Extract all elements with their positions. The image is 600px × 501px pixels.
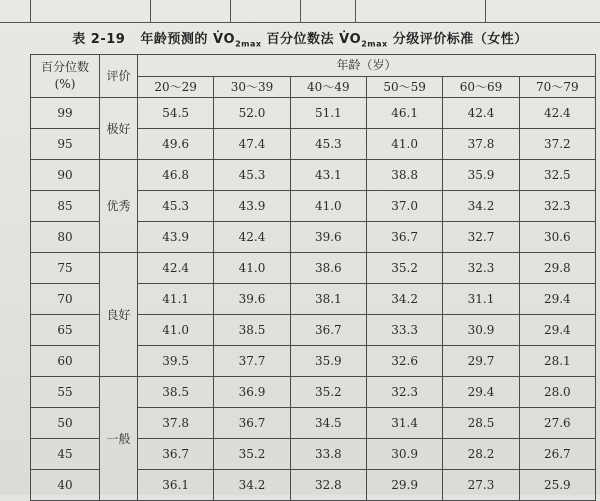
- percentile-cell: 90: [31, 160, 100, 191]
- value-cell: 45.3: [214, 160, 290, 191]
- value-cell: 28.2: [443, 439, 519, 470]
- value-cell: 41.0: [214, 253, 290, 284]
- value-cell: 45.3: [290, 129, 366, 160]
- caption-title-prefix: 年龄预测的 V̇O: [140, 32, 236, 47]
- evaluation-cell: 极好: [100, 98, 138, 160]
- percentile-header-line2: (%): [54, 77, 76, 91]
- value-cell: 36.1: [138, 470, 214, 501]
- value-cell: 42.4: [214, 222, 290, 253]
- value-cell: 36.7: [138, 439, 214, 470]
- value-cell: 39.6: [290, 222, 366, 253]
- table-rule: [355, 0, 356, 22]
- value-cell: 31.4: [366, 408, 442, 439]
- value-cell: 45.3: [138, 191, 214, 222]
- value-cell: 43.1: [290, 160, 366, 191]
- evaluation-cell: 一般: [100, 377, 138, 501]
- value-cell: 36.7: [366, 222, 442, 253]
- table-row: [31, 160, 596, 191]
- evaluation-header: 评价: [100, 55, 138, 98]
- value-cell: 49.6: [138, 129, 214, 160]
- value-cell: 38.1: [290, 284, 366, 315]
- value-cell: 35.9: [443, 160, 519, 191]
- value-cell: 32.3: [366, 377, 442, 408]
- caption-subscript: 2max: [361, 39, 388, 49]
- value-cell: 30.9: [443, 315, 519, 346]
- value-cell: 37.2: [519, 129, 595, 160]
- value-cell: 34.2: [214, 470, 290, 501]
- table-rule: [300, 0, 301, 22]
- value-cell: 33.3: [366, 315, 442, 346]
- caption-title-suffix: 分级评价标准（女性）: [387, 32, 528, 47]
- value-cell: 43.9: [214, 191, 290, 222]
- value-cell: 30.9: [366, 439, 442, 470]
- percentile-cell: 50: [31, 408, 100, 439]
- value-cell: 32.7: [443, 222, 519, 253]
- value-cell: 35.2: [290, 377, 366, 408]
- value-cell: 36.7: [214, 408, 290, 439]
- value-cell: 33.8: [290, 439, 366, 470]
- percentile-cell: 95: [31, 129, 100, 160]
- value-cell: 41.0: [366, 129, 442, 160]
- value-cell: 28.0: [519, 377, 595, 408]
- value-cell: 29.8: [519, 253, 595, 284]
- value-cell: 38.5: [214, 315, 290, 346]
- value-cell: 32.5: [519, 160, 595, 191]
- value-cell: 35.9: [290, 346, 366, 377]
- value-cell: 35.2: [214, 439, 290, 470]
- table-rule: [30, 0, 31, 22]
- value-cell: 37.7: [214, 346, 290, 377]
- value-cell: 25.9: [519, 470, 595, 501]
- table-rule: [150, 0, 151, 22]
- value-cell: 29.7: [443, 346, 519, 377]
- value-cell: 34.2: [366, 284, 442, 315]
- value-cell: 54.5: [138, 98, 214, 129]
- value-cell: 37.8: [443, 129, 519, 160]
- value-cell: 38.6: [290, 253, 366, 284]
- table-rule: [485, 0, 486, 22]
- value-cell: 42.4: [138, 253, 214, 284]
- value-cell: 37.8: [138, 408, 214, 439]
- percentile-cell: 55: [31, 377, 100, 408]
- value-cell: 41.0: [290, 191, 366, 222]
- value-cell: 28.1: [519, 346, 595, 377]
- value-cell: 36.7: [290, 315, 366, 346]
- value-cell: 30.6: [519, 222, 595, 253]
- value-cell: 34.2: [443, 191, 519, 222]
- value-cell: 47.4: [214, 129, 290, 160]
- percentile-header: [31, 55, 100, 98]
- age-group-header: 60～69: [443, 77, 519, 98]
- value-cell: 38.8: [366, 160, 442, 191]
- value-cell: 39.6: [214, 284, 290, 315]
- evaluation-cell: 良好: [100, 253, 138, 377]
- value-cell: 36.9: [214, 377, 290, 408]
- value-cell: 32.6: [366, 346, 442, 377]
- value-cell: 29.4: [519, 315, 595, 346]
- age-group-header: 20～29: [138, 77, 214, 98]
- value-cell: 31.1: [443, 284, 519, 315]
- value-cell: 38.5: [138, 377, 214, 408]
- value-cell: 32.3: [443, 253, 519, 284]
- evaluation-cell: 优秀: [100, 160, 138, 253]
- percentile-cell: 45: [31, 439, 100, 470]
- table-rule: [230, 0, 231, 22]
- vo2max-table: [30, 54, 596, 501]
- value-cell: 42.4: [443, 98, 519, 129]
- table-row: [31, 377, 596, 408]
- value-cell: 42.4: [519, 98, 595, 129]
- percentile-cell: 99: [31, 98, 100, 129]
- table-number: 表 2-19: [72, 32, 126, 47]
- value-cell: 29.4: [443, 377, 519, 408]
- table-row: [31, 253, 596, 284]
- value-cell: 43.9: [138, 222, 214, 253]
- table-row: [31, 98, 596, 129]
- age-header: 年龄（岁）: [138, 55, 596, 77]
- value-cell: 29.4: [519, 284, 595, 315]
- percentile-cell: 60: [31, 346, 100, 377]
- value-cell: 26.7: [519, 439, 595, 470]
- percentile-cell: 70: [31, 284, 100, 315]
- age-group-header: 40～49: [290, 77, 366, 98]
- value-cell: 35.2: [366, 253, 442, 284]
- table-body: [31, 98, 596, 501]
- value-cell: 27.3: [443, 470, 519, 501]
- value-cell: 28.5: [443, 408, 519, 439]
- percentile-header-line1: 百分位数: [40, 60, 89, 74]
- value-cell: 29.9: [366, 470, 442, 501]
- value-cell: 32.8: [290, 470, 366, 501]
- value-cell: 46.8: [138, 160, 214, 191]
- caption-subscript: 2max: [235, 39, 262, 49]
- value-cell: 32.3: [519, 191, 595, 222]
- percentile-cell: 40: [31, 470, 100, 501]
- age-group-header: 50～59: [366, 77, 442, 98]
- caption-title-middle: 百分位数法 V̇O: [261, 32, 362, 47]
- value-cell: 27.6: [519, 408, 595, 439]
- value-cell: 46.1: [366, 98, 442, 129]
- value-cell: 52.0: [214, 98, 290, 129]
- value-cell: 41.1: [138, 284, 214, 315]
- percentile-cell: 85: [31, 191, 100, 222]
- percentile-cell: 80: [31, 222, 100, 253]
- value-cell: 34.5: [290, 408, 366, 439]
- percentile-cell: 65: [31, 315, 100, 346]
- previous-table-edge: [0, 0, 600, 23]
- age-group-header: 70～79: [519, 77, 595, 98]
- value-cell: 37.0: [366, 191, 442, 222]
- value-cell: 51.1: [290, 98, 366, 129]
- percentile-cell: 75: [31, 253, 100, 284]
- value-cell: 41.0: [138, 315, 214, 346]
- table-caption: [0, 28, 600, 49]
- value-cell: 39.5: [138, 346, 214, 377]
- age-group-header: 30～39: [214, 77, 290, 98]
